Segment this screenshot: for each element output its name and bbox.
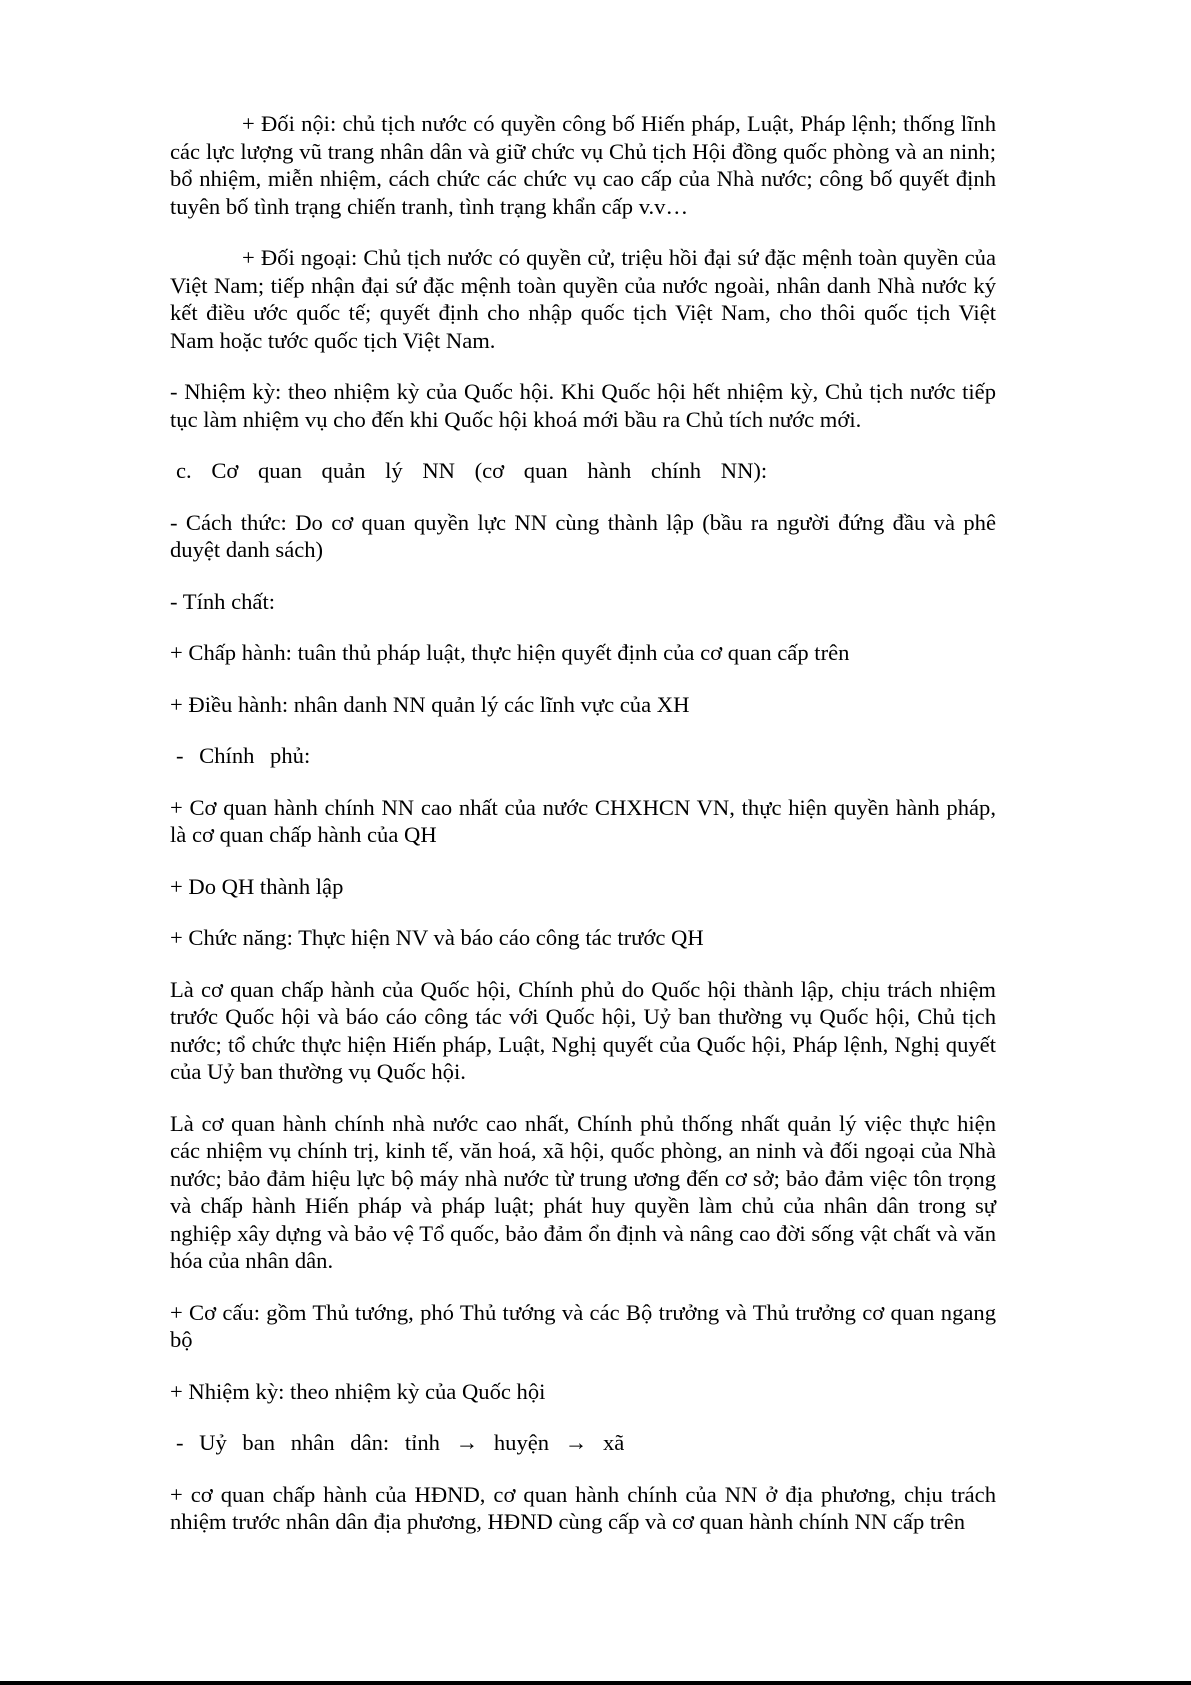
- paragraph-nhiem-ky-chu-tich: - Nhiệm kỳ: theo nhiệm kỳ của Quốc hội. Khi Quốc hội hết nhiệm kỳ, Chủ tịch nước tiếp tục làm nhiệm vụ cho đến khi Quốc hội khoá mới bầu ra Chủ tích nước mới.: [170, 379, 996, 432]
- paragraph-tinh-chat: - Tính chất:: [170, 588, 275, 614]
- paragraph-co-cau: + Cơ cấu: gồm Thủ tướng, phó Thủ tướng và các Bộ trưởng và Thủ trưởng cơ quan ngang bộ: [170, 1299, 996, 1352]
- paragraph-doi-ngoai: + Đối ngoại: Chủ tịch nước có quyền cử, triệu hồi đại sứ đặc mệnh toàn quyền của Việt Nam; tiếp nhận đại sứ đặc mệnh toàn quyền của nước ngoài, nhân danh Nhà nước ký kết điều ước quốc tế; quyết định cho nhập quốc tịch Việt Nam, cho thôi quốc tịch Việt Nam hoặc tước quốc tịch Việt Nam.: [170, 245, 996, 353]
- paragraph-co-quan-chap-hanh: Là cơ quan chấp hành của Quốc hội, Chính phủ do Quốc hội thành lập, chịu trách nhiệm trước Quốc hội và báo cáo công tác với Quốc hội, Uỷ ban thường vụ Quốc hội, Chủ tịch nước; tổ chức thực hiện Hiến pháp, Luật, Nghị quyết của Quốc hội, Pháp lệnh, Nghị quyết của Uỷ ban thường vụ Quốc hội.: [170, 976, 996, 1084]
- subheading-uy-ban-nhan-dan: - Uỷ ban nhân dân: tỉnh → huyện → xã: [176, 1430, 625, 1455]
- paragraph-cach-thuc: - Cách thức: Do cơ quan quyền lực NN cùng thành lập (bầu ra người đứng đầu và phê duyệt danh sách): [170, 509, 996, 562]
- page-bottom-rule: [0, 1681, 1191, 1685]
- paragraph-doi-noi: + Đối nội: chủ tịch nước có quyền công bố Hiến pháp, Luật, Pháp lệnh; thống lĩnh các lực lượng vũ trang nhân dân và giữ chức vụ Chủ tịch Hội đồng quốc phòng và an ninh; bổ nhiệm, miễn nhiệm, cách chức các chức vụ cao cấp của Nhà nước; công bố quyết định tuyên bố tình trạng chiến tranh, tình trạng khẩn cấp v.v…: [170, 111, 996, 219]
- paragraph-ubnd-chap-hanh: + cơ quan chấp hành của HĐND, cơ quan hành chính của NN ở địa phương, chịu trách nhiệm trước nhân dân địa phương, HĐND cùng cấp và cơ quan hành chính NN cấp trên: [170, 1481, 996, 1534]
- document-page: [170, 110, 996, 1560]
- paragraph-co-quan-hanh-chinh: Là cơ quan hành chính nhà nước cao nhất, Chính phủ thống nhất quản lý việc thực hiện các nhiệm vụ chính trị, kinh tế, văn hoá, xã hội, quốc phòng, an ninh và đối ngoại của Nhà nước; bảo đảm hiệu lực bộ máy nhà nước từ trung ương đến cơ sở; bảo đảm việc tôn trọng và chấp hành Hiến pháp và pháp luật; phát huy quyền làm chủ của nhân dân trong sự nghiệp xây dựng và bảo vệ Tổ quốc, bảo đảm ổn định và nâng cao đời sống vật chất và văn hóa của nhân dân.: [170, 1110, 996, 1273]
- paragraph-chap-hanh: + Chấp hành: tuân thủ pháp luật, thực hiện quyết định của cơ quan cấp trên: [170, 640, 850, 665]
- paragraph-do-qh-thanh-lap: + Do QH thành lập: [170, 873, 344, 899]
- paragraph-chuc-nang: + Chức năng: Thực hiện NV và báo cáo công tác trước QH: [170, 925, 704, 950]
- section-heading-co-quan-quan-ly: c. Cơ quan quản lý NN (cơ quan hành chính NN):: [176, 458, 768, 483]
- paragraph-dieu-hanh: + Điều hành: nhân danh NN quản lý các lĩnh vực của XH: [170, 691, 690, 717]
- paragraph-nhiem-ky-chinh-phu: + Nhiệm kỳ: theo nhiệm kỳ của Quốc hội: [170, 1378, 546, 1404]
- subheading-chinh-phu: - Chính phủ:: [176, 743, 311, 768]
- paragraph-co-quan-hanh-chinh-cao-nhat: + Cơ quan hành chính NN cao nhất của nước CHXHCN VN, thực hiện quyền hành pháp, là cơ quan chấp hành của QH: [170, 794, 996, 847]
